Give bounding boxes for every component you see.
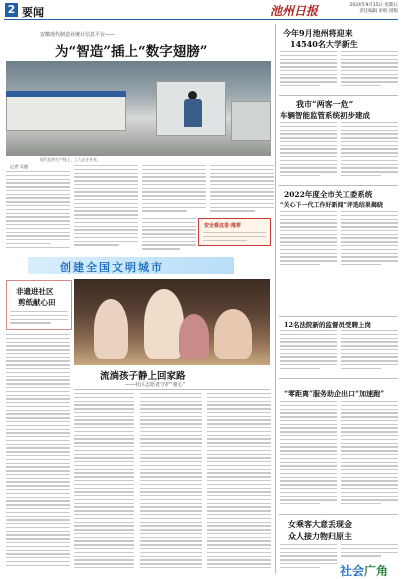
lead-byline: 记者 吴越 xyxy=(10,164,29,169)
kids-headline: 流淌孩子静上回家路 xyxy=(100,371,186,382)
section-name: 要闻 xyxy=(22,6,44,19)
right-story-2-title-1: 我市“两客一危” xyxy=(296,99,354,109)
right-story-3-title-2: “关心下一代工作好新闻”评选结果揭晓 xyxy=(280,202,383,209)
right-story-2-title-2: 车辆智能监管系统初步建成 xyxy=(280,111,370,120)
feature-headline-2: 剪纸献心田 xyxy=(18,298,56,307)
section-logo xyxy=(340,562,388,579)
right-story-3-body-b xyxy=(341,211,398,271)
right-rule-5 xyxy=(279,514,398,515)
right-story-1-body-b xyxy=(341,51,398,91)
right-story-4-body-a xyxy=(280,330,337,375)
right-story-5-title: “零距离”服务助企出口“加速跑” xyxy=(284,389,385,398)
dateline-date: 2024年9月15日 星期日 xyxy=(349,3,398,8)
right-story-1-title-1: 今年9月池州将迎来 xyxy=(283,28,353,38)
feature-headline-1: 非遗进社区 xyxy=(16,287,54,296)
right-story-1-body-a xyxy=(280,51,337,91)
section-logo-b: 广角 xyxy=(364,564,389,578)
factory-photo xyxy=(6,61,271,156)
right-story-2-body-a xyxy=(280,122,337,182)
right-story-4-title: 12名法院新的监督员受聘上岗 xyxy=(284,321,372,329)
kids-body-col-1 xyxy=(74,393,134,573)
right-rule-3 xyxy=(279,316,398,317)
column-divider xyxy=(275,24,276,574)
civic-banner-title: 创建全国文明城市 xyxy=(60,261,164,274)
right-story-6-title-1: 女乘客大意丢现金 xyxy=(288,519,352,529)
kids-rule xyxy=(74,389,270,390)
right-story-4-body-b xyxy=(341,330,398,375)
lead-headline: 为“智造”插上“数字翅膀” xyxy=(55,44,208,60)
masthead: 池州日报 xyxy=(270,4,319,18)
section-logo-a: 社会 xyxy=(340,564,365,578)
right-story-3-title-1: 2022年度全市关工委系统 xyxy=(284,190,373,199)
feature-intro xyxy=(10,311,68,329)
right-story-6-title-2: 众人接力物归原主 xyxy=(288,531,352,541)
kids-body-col-2 xyxy=(140,393,202,573)
lead-kicker: 安徽现代制造业统计信息平台—— xyxy=(40,32,116,38)
page-number: 2 xyxy=(5,3,18,17)
right-story-6-body-b xyxy=(341,544,398,560)
kids-body-col-3 xyxy=(207,393,271,573)
page-header xyxy=(0,0,402,22)
right-story-5-body-b xyxy=(341,401,398,511)
dateline xyxy=(350,3,398,15)
right-story-3-body-a xyxy=(280,211,337,271)
lead-body-col-2 xyxy=(74,165,138,253)
right-story-5-body-a xyxy=(280,401,337,511)
right-story-2-body-b xyxy=(341,122,398,182)
lead-body-col-4 xyxy=(210,165,274,215)
lead-body-col-3 xyxy=(142,165,206,215)
lead-body-col-1 xyxy=(6,171,70,253)
right-rule-4 xyxy=(279,378,398,379)
lead-photo-caption: 现代化的生产线上，工人正在作业。 xyxy=(40,157,101,162)
right-rule-1 xyxy=(279,95,398,96)
header-rule xyxy=(4,19,398,20)
kids-subhead: ——社区志愿者守护“童心” xyxy=(125,382,186,388)
right-rule-2 xyxy=(279,185,398,186)
promo-box-title: 安全看这里·推荐 xyxy=(204,223,241,229)
right-story-1-title-2: 14540名大学新生 xyxy=(290,39,358,49)
kids-photo xyxy=(74,279,270,365)
right-story-6-body-a xyxy=(280,544,337,574)
feature-body xyxy=(6,334,70,574)
promo-box-body xyxy=(203,232,266,244)
dateline-editors: 责任编辑 审校 排版 xyxy=(359,9,398,14)
lead-body-col-5 xyxy=(142,218,196,254)
